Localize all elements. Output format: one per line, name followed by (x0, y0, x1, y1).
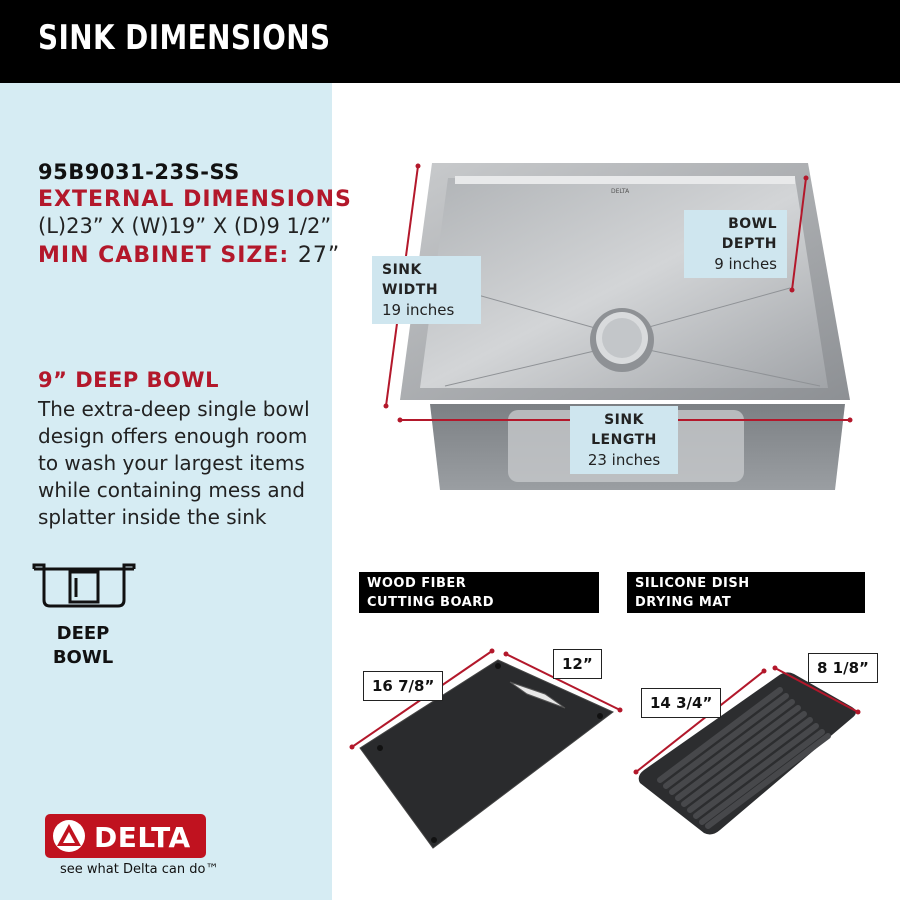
bowl-depth-title: BOWL DEPTH (721, 216, 777, 252)
drying-mat-title: SILICONE DISH DRYING MAT (635, 576, 750, 610)
model-number: 95B9031-23S-SS (38, 160, 240, 184)
sink-length-title: SINK LENGTH (591, 412, 657, 448)
delta-wordmark: DELTA (94, 821, 191, 854)
bowl-depth-value: 9 inches (714, 255, 777, 273)
min-cabinet-value: 27” (297, 243, 341, 268)
cutting-board-length-label: 16 7/8” (363, 671, 443, 701)
sink-length-value: 23 inches (587, 451, 661, 469)
brand-tagline: see what Delta can do™ (60, 862, 219, 877)
cutting-board-width-label: 12” (553, 649, 602, 679)
feature-title: 9” DEEP BOWL (38, 368, 219, 392)
external-dimensions-label: EXTERNAL DIMENSIONS (38, 187, 352, 212)
sink-width-title: SINK WIDTH (382, 262, 439, 298)
min-cabinet-label: MIN CABINET SIZE: (38, 243, 290, 268)
cutting-board-title: WOOD FIBER CUTTING BOARD (367, 576, 495, 610)
drying-mat-width-label: 8 1/8” (808, 653, 878, 683)
external-dimensions-value: (L)23” X (W)19” X (D)9 1/2” (38, 214, 332, 238)
drying-mat-length-label: 14 3/4” (641, 688, 721, 718)
sink-stamp: DELTA (611, 188, 630, 195)
sink-width-value: 19 inches (382, 301, 455, 319)
deep-bowl-label: DEEP BOWL (52, 623, 114, 668)
page-title: SINK DIMENSIONS (38, 18, 331, 58)
feature-description: The extra-deep single bowl design offers enough room to wash your largest items while containing mess and splatter inside the sink (38, 397, 310, 529)
